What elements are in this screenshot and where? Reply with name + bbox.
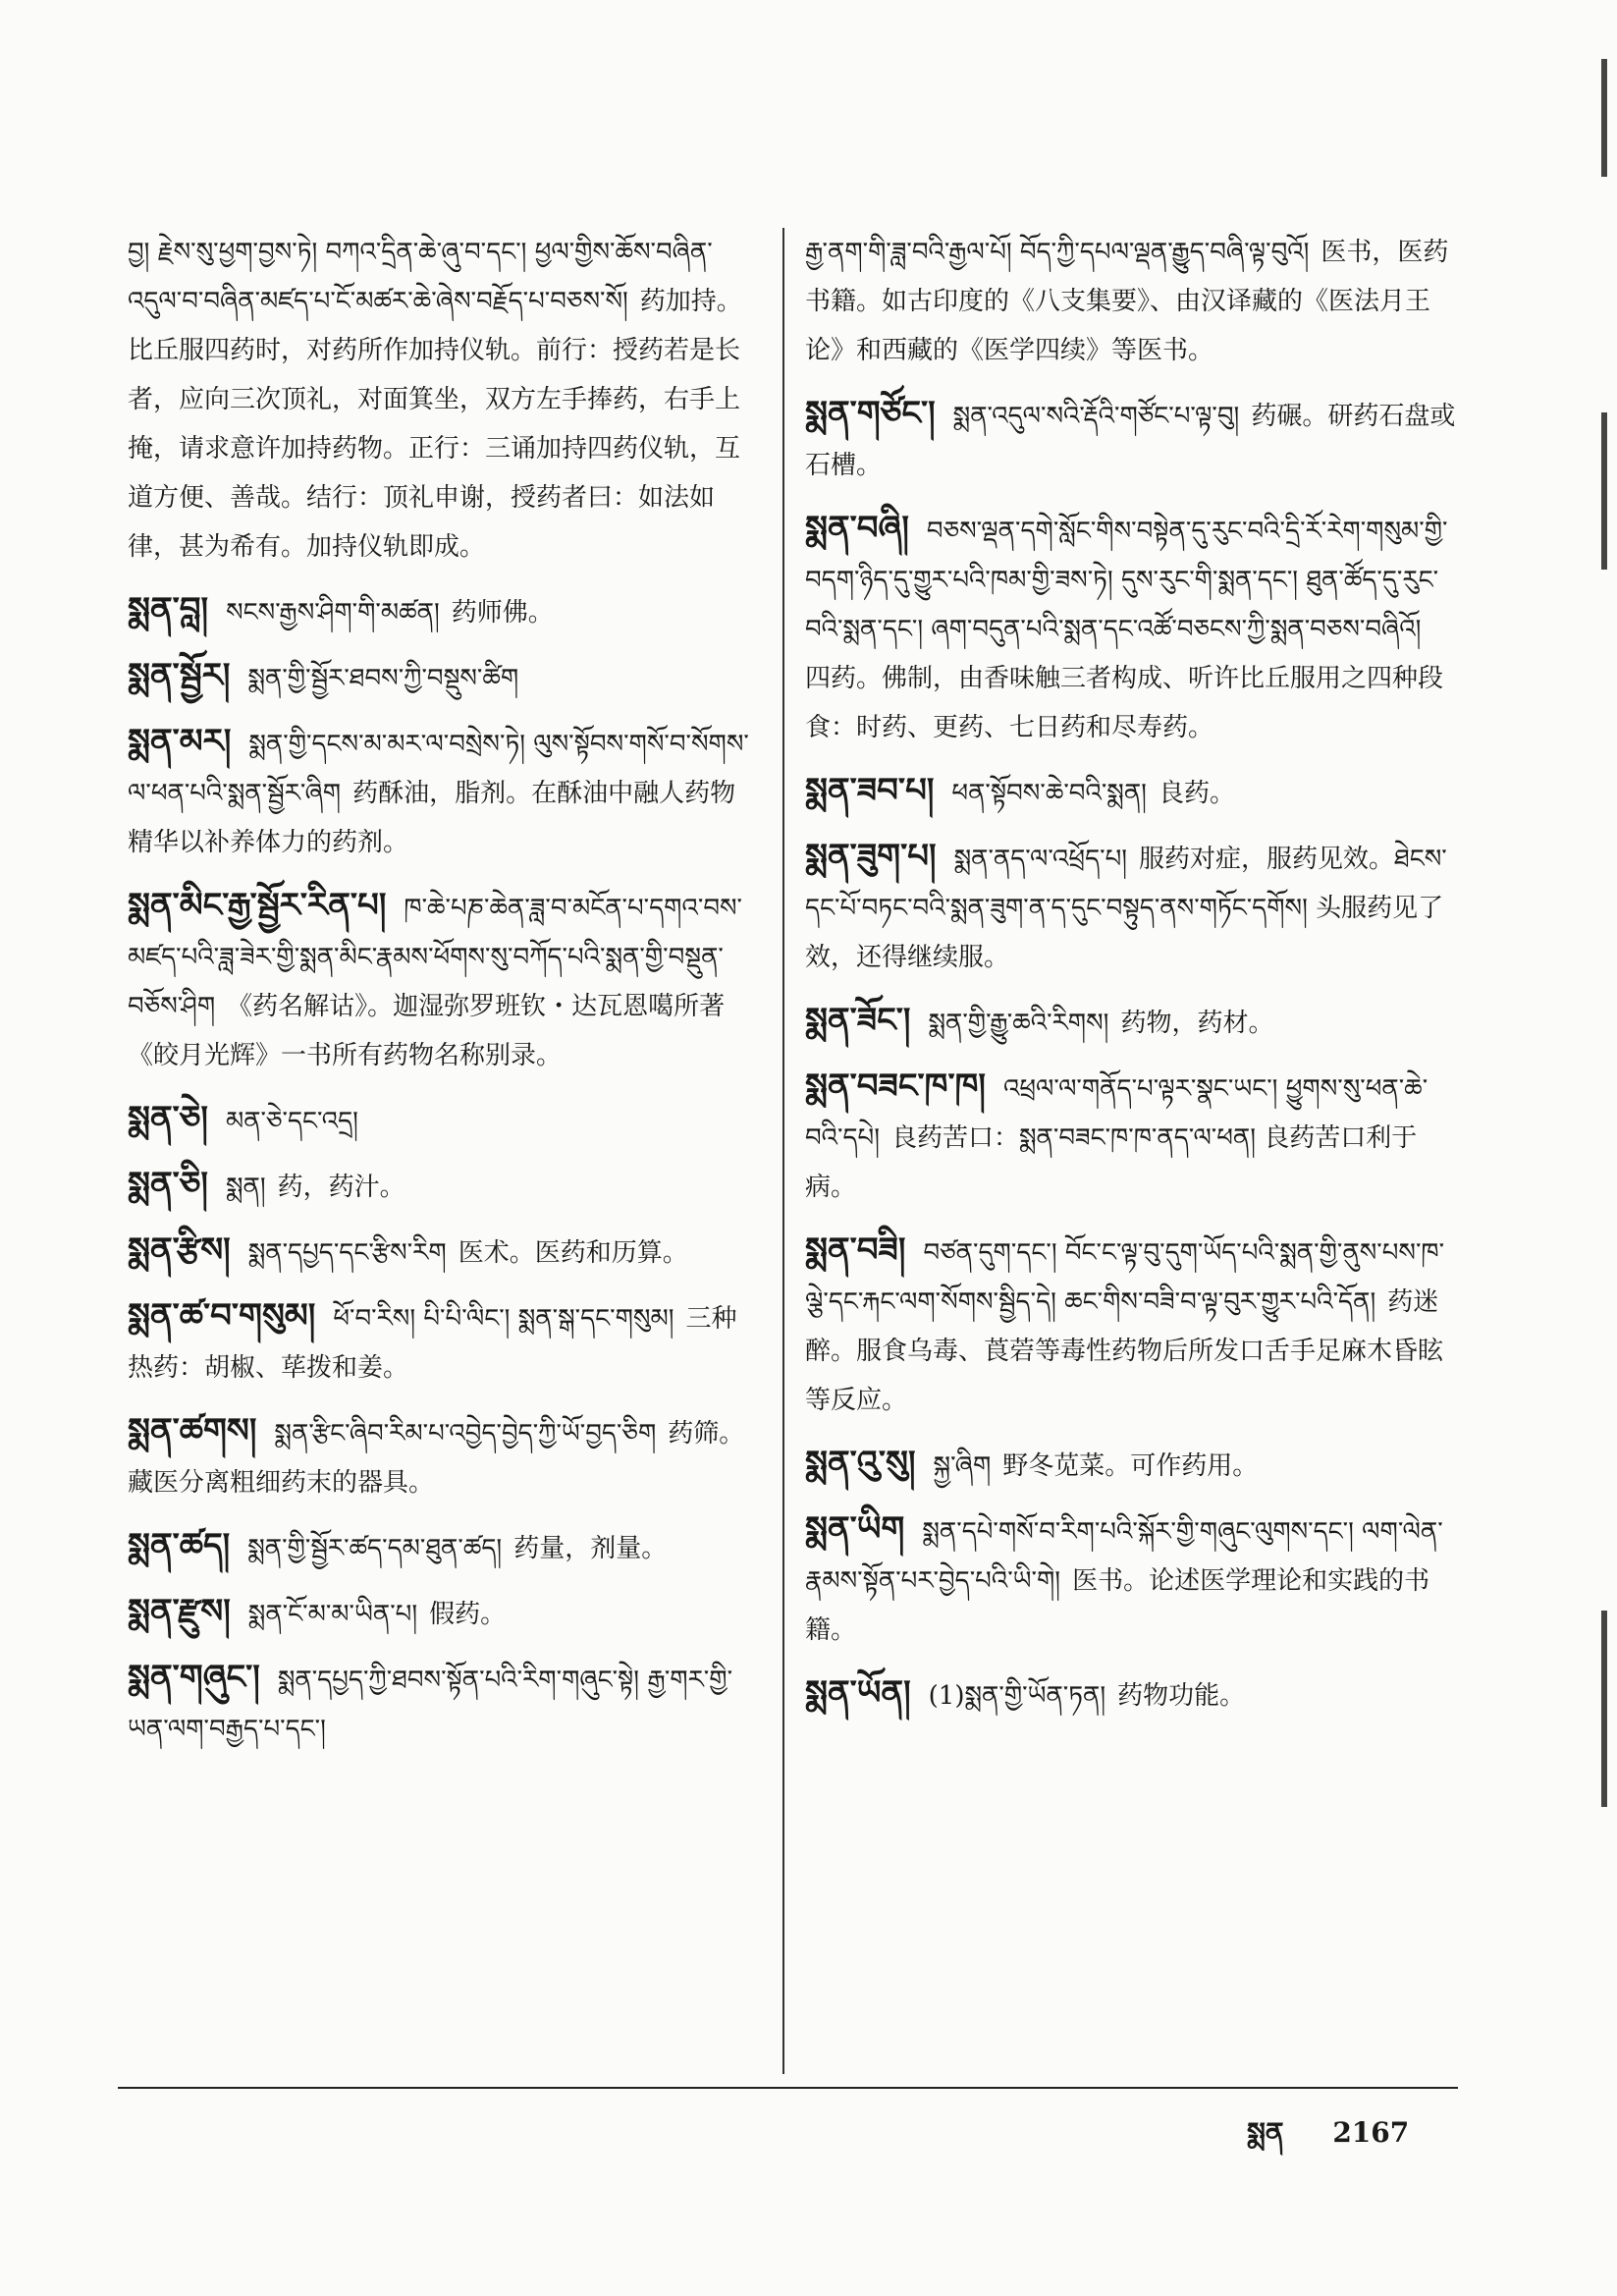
entry-headword: སྨན་བཟང་ཁ་ཁ། (805, 1066, 986, 1106)
entry-headword: སྨན་རྫུས། (128, 1592, 231, 1631)
entry-chinese-definition: 药加持。比丘服四药时，对药所作加持仪轨。前行：授药若是长者，应向三次顶礼，对面箕坐，双方左手捧药，右手上掩，请求意许加持药物。正行：三诵加持四药仪轨，互道方便、善哉。结行：顶礼申谢，授药者曰：如法如律，甚为希有。加持仪轨即成。 (128, 287, 742, 562)
entry-chinese-definition: 药筛。藏医分离粗细药末的器具。 (128, 1419, 745, 1498)
entry-headword: སྨན་ཟབ་པ། (805, 771, 935, 810)
dictionary-entry (128, 1653, 756, 1754)
entry-headword: སྨན་ཟོང་། (805, 1001, 911, 1040)
entry-tibetan-definition: བཅས་ལྡན་དགེ་སློང་གིས་བསྟེན་དུ་རུང་བའི་དྲི་རོ་རེག་གསུམ་གྱི་བདག་ཉིད་དུ་གྱུར་པའི་ཁམ་གྱི་ཟས་ཏེ། དུས་རུང་གི་སྨན་དང་། ཐུན་ཚོད་དུ་རུང་བའི་སྨན་དང་། ཞག་བདུན་པའི་སྨན་དང་འཚོ་བཅངས་ཀྱི་སྨན་བཅས་བཞིའོ། (805, 517, 1448, 644)
entry-headword: སྨན་གཙོང་། (805, 394, 936, 433)
entry-chinese-definition: 药物，药材。 (1120, 1009, 1274, 1038)
entry-tibetan-definition: རྒྱ་ནག་གི་ཟླ་བའི་རྒྱལ་པོ། བོད་ཀྱི་དཔལ་ལྡན་རྒྱུད་བཞི་ལྟ་བུའོ། (805, 238, 1310, 267)
entry-headword: སྨན་ཚ་བ་གསུམ། (128, 1296, 316, 1336)
dictionary-entry (805, 504, 1458, 752)
entry-headword: སྨན་ཅེ། (128, 1099, 208, 1138)
dictionary-entry (128, 585, 756, 637)
dictionary-entry (805, 1668, 1458, 1721)
dictionary-entry (128, 1587, 756, 1639)
entry-tibetan-definition: སྨན་དཔྱད་དང་རྩིས་རིག (247, 1238, 447, 1268)
entry-chinese-definition: 药物功能。 (1117, 1681, 1246, 1711)
entry-tibetan-definition: སངས་རྒྱས་ཤིག་གི་མཚན། (226, 598, 440, 628)
entry-chinese-definition: 药，药汁。 (277, 1173, 405, 1202)
dictionary-entry (128, 1291, 756, 1393)
entry-tibetan-definition: (1)སྨན་གྱི་ཡོན་ཏན། (928, 1681, 1106, 1711)
entry-headword: སྨན་མིང་རྒྱ་སྦྱོར་རིན་པ། (128, 886, 387, 925)
entry-tibetan-definition: ཕོ་བ་རིས། པི་པི་ལིང་། སྨན་སྒ་དང་གསུམ། (333, 1304, 674, 1334)
entry-chinese-definition: 药师佛。 (451, 598, 554, 628)
entry-tibetan-definition: སྨན། (225, 1173, 266, 1202)
entry-chinese-definition: 四药。佛制，由香味触三者构成、听许比丘服用之四种段食：时药、更药、七日药和尽寿药。 (805, 664, 1444, 742)
dictionary-entry (805, 1504, 1458, 1655)
entry-chinese-definition: 医术。医药和历算。 (458, 1238, 688, 1268)
entry-chinese-definition: 药迷醉。服食乌毒、莨菪等毒性药物后所发口舌手足麻木昏眩等反应。 (805, 1287, 1444, 1415)
page-number: 2167 (1332, 2116, 1410, 2149)
entry-tibetan-definition: སྨན་ནད་ལ་འཕྲོད་པ། (953, 845, 1128, 874)
dictionary-entry (805, 766, 1458, 818)
dictionary-entry (805, 1062, 1458, 1212)
entry-headword: སྨན་ཡོན། (805, 1673, 911, 1713)
entry-tibetan-definition: བྱ། རྗེས་སུ་ཕྱག་བྱས་ཏེ། བཀའ་དྲིན་ཆེ་ཞུ་བ་དང་། ཕྱལ་གྱིས་ཆོས་བཞིན་འདུལ་བ་བཞིན་མཛད་པ་ངོ་མཚར་ཆེ་ཞེས་བརྗོད་པ་བཅས་སོ། (128, 238, 713, 316)
entry-tibetan-definition: སྨན་གྱི་སྦྱོར་ཚད་དམ་ཐུན་ཚད། (247, 1534, 503, 1563)
entry-tibetan-definition: མན་ཅེ་དང་འདྲ། (225, 1107, 358, 1136)
page-footer (1247, 2102, 1448, 2179)
entry-headword: སྨན་ཟུག་པ། (805, 837, 937, 876)
dictionary-entry (805, 1439, 1458, 1491)
column-divider (782, 228, 784, 2074)
entry-tibetan-definition: སྨན་གྱི་རྒྱུ་ཆའི་རིགས། (928, 1009, 1109, 1038)
entry-chinese-definition: 医书，医药书籍。如古印度的《八支集要》、由汉译藏的《医法月王论》和西藏的《医学四续》等医书。 (805, 238, 1449, 365)
dictionary-entry (805, 228, 1458, 375)
dictionary-entry (128, 1094, 756, 1146)
dictionary-entry (128, 651, 756, 703)
entry-headword: སྨན་བཞི། (805, 509, 909, 548)
dictionary-entry (128, 1160, 756, 1212)
entry-chinese-definition: 三种热药：胡椒、荜拨和姜。 (128, 1304, 737, 1383)
entry-chinese-definition: 《药名解诂》。迦湿弥罗班钦・达瓦恩噶所著《皎月光辉》一书所有药物名称别录。 (128, 992, 726, 1070)
entry-headword: སྨན་འུ་སུ། (805, 1444, 916, 1483)
dictionary-entry (805, 389, 1458, 490)
entry-chinese-definition: 药酥油，脂剂。在酥油中融人药物精华以补养体力的药剂。 (128, 779, 736, 857)
left-column (128, 228, 756, 1768)
entry-tibetan-definition: སྨན་གྱི་དངས་མ་མར་ལ་བསྲེས་ཏེ། ལུས་སྟོབས་གསོ་བ་སོགས་ལ་ཕན་པའི་སྨན་སྦྱོར་ཞིག (128, 730, 749, 808)
entry-tibetan-definition: བཙན་དུག་དང་། བོང་ང་ལྟ་བུ་དུག་ཡོད་པའི་སྨན་གྱི་ནུས་པས་ཁ་ལྕེ་དང་རྐང་ལག་སོགས་སྦྱིད་དེ། ཆང་གིས་བཟི་བ་ལྟ་བུར་གྱུར་པའི་དོན། (805, 1238, 1445, 1317)
entry-headword: སྨན་སྦྱོར། (128, 656, 231, 695)
dictionary-entry (128, 228, 756, 572)
entry-headword: སྨན་མར། (128, 722, 232, 761)
entry-headword: སྨན་ཚད། (128, 1526, 231, 1565)
entry-headword: སྨན་གཞུང་། (128, 1658, 260, 1697)
scan-edge-mark (1601, 59, 1607, 177)
entry-tibetan-definition: སྨན་དཔེ་གསོ་བ་རིག་པའི་སྐོར་གྱི་གཞུང་ལུགས་དང་། ལག་ལེན་རྣམས་སྟོན་པར་བྱེད་པའི་ཡི་གེ། (805, 1517, 1443, 1596)
dictionary-entry (805, 996, 1458, 1048)
entry-chinese-definition: 药量，剂量。 (513, 1534, 668, 1563)
entry-tibetan-definition: ཁ་ཆེ་པཎ་ཆེན་ཟླ་བ་མངོན་པ་དགའ་བས་མཛད་པའི་ཟླ་ཟེར་གྱི་སྨན་མིང་རྣམས་ཕོགས་སུ་བཀོད་པའི་སྨན་གྱི་བསྡུན་བཅོས་ཤིག (128, 894, 743, 1021)
entry-tibetan-definition: སྨན་ངོ་མ་མ་ཡིན་པ། (247, 1600, 418, 1629)
entry-chinese-definition: 良药苦口：སྨན་བཟང་ཁ་ཁ་ནད་ལ་ཕན། 良药苦口利于病。 (805, 1123, 1418, 1202)
section-label: སྨན (1247, 2116, 1284, 2149)
dictionary-entry (128, 1406, 756, 1507)
entry-chinese-definition: 药碾。研药石盘或石槽。 (805, 402, 1456, 480)
dictionary-entry (805, 1226, 1458, 1425)
entry-headword: སྨན་ཚགས། (128, 1411, 257, 1450)
entry-headword: སྨན་ཡིག (805, 1509, 905, 1549)
entry-tibetan-definition: ཕན་སྟོབས་ཆེ་བའི་སྨན། (951, 779, 1147, 808)
entry-headword: སྨན་ཅི། (128, 1165, 208, 1204)
entry-headword: སྨན་བཟི། (805, 1230, 906, 1270)
dictionary-entry (128, 881, 756, 1080)
dictionary-entry (805, 832, 1458, 982)
dictionary-entry (128, 1521, 756, 1573)
dictionary-entry (128, 1226, 756, 1278)
entry-tibetan-definition: སྨན་རྩིང་ཞིབ་རིམ་པ་འབྱེད་བྱེད་ཀྱི་ཡོ་བྱད་ཅིག (274, 1419, 657, 1449)
entry-tibetan-definition: སྨན་གྱི་སྦྱོར་ཐབས་ཀྱི་བསྡུས་ཚིག (247, 664, 519, 693)
entry-chinese-definition: 医书。论述医学理论和实践的书籍。 (805, 1566, 1430, 1645)
entry-chinese-definition: 服药对症，服药见效。ཐེངས་དང་པོ་བཏང་བའི་སྨན་ཟུག་ན་ད་དུང་བསྟུད་ནས་གཏོང་དགོས། 头服药见了效，还得继续服。 (805, 845, 1447, 972)
entry-tibetan-definition: འཕྲལ་ལ་གནོད་པ་ལྟར་སྣང་ཡང་། ཕྱུགས་སུ་ཕན་ཆེ་བའི་དཔེ། (805, 1074, 1428, 1153)
scan-edge-mark (1601, 412, 1607, 570)
entry-chinese-definition: 野冬苋菜。可作药用。 (1002, 1451, 1259, 1481)
entry-headword: སྨན་རྩིས། (128, 1230, 231, 1270)
entry-headword: སྨན་བླ། (128, 590, 209, 629)
entry-chinese-definition: 良药。 (1158, 779, 1235, 808)
entry-tibetan-definition: སྨན་འདུལ་སའི་རྡོའི་གཙོང་པ་ལྟ་བུ། (952, 402, 1240, 431)
right-column (805, 228, 1458, 1734)
scan-edge-mark (1601, 1611, 1607, 1807)
entry-tibetan-definition: སྨན་དཔྱད་ཀྱི་ཐབས་སྟོན་པའི་རིག་གཞུང་སྟེ། རྒྱ་གར་གྱི་ཡན་ལག་བརྒྱད་པ་དང་། (128, 1666, 733, 1744)
bottom-rule (118, 2087, 1458, 2089)
entry-chinese-definition: 假药。 (429, 1600, 507, 1629)
entry-tibetan-definition: སྐྱ་ཞིག (933, 1451, 992, 1481)
dictionary-entry (128, 717, 756, 867)
